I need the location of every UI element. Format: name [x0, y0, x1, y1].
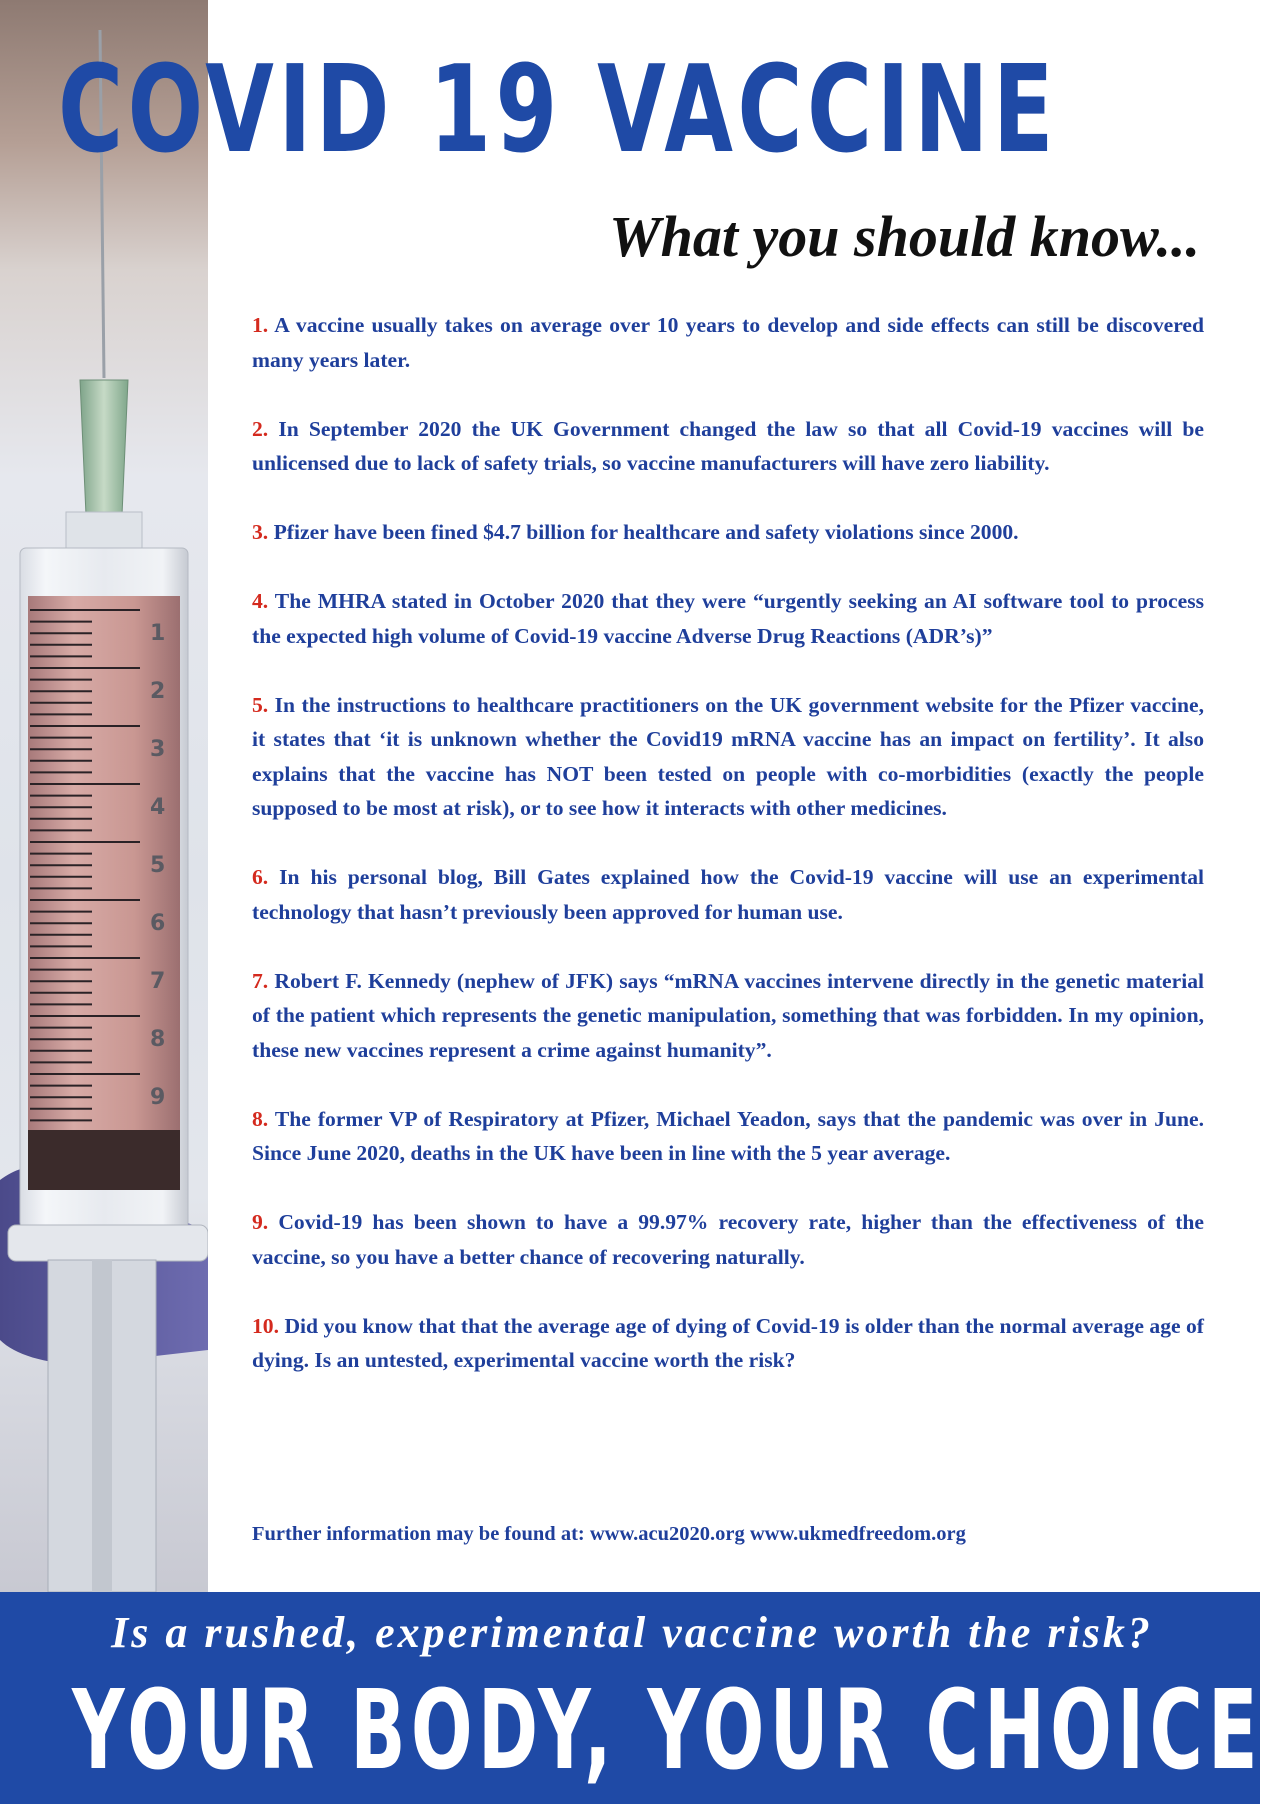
- fact-item: [252, 515, 1204, 550]
- fact-number: 4.: [252, 589, 269, 613]
- syringe-scale-label: 8: [150, 1027, 166, 1052]
- fact-text: Pfizer have been fined $4.7 billion for healthcare and safety violations since 2000.: [273, 520, 1019, 544]
- fact-text: A vaccine usually takes on average over 10 years to develop and side effects can still be discovered many years later.: [252, 313, 1204, 372]
- fact-item: [252, 688, 1204, 826]
- syringe-scale-label: 5: [150, 853, 166, 878]
- fact-item: [252, 412, 1204, 481]
- syringe-scale-label: 7: [150, 969, 166, 994]
- syringe-scale-label: 3: [150, 737, 166, 762]
- poster-subtitle: What you should know...: [609, 204, 1200, 269]
- syringe-illustration: [0, 0, 208, 1592]
- fact-item: [252, 308, 1204, 377]
- fact-item: [252, 1205, 1204, 1274]
- banner-slogan: YOUR BODY, YOUR CHOICE: [72, 1666, 1263, 1794]
- syringe-scale-label: 4: [150, 795, 166, 820]
- fact-number: 10.: [252, 1313, 279, 1338]
- fact-item: [252, 1309, 1204, 1378]
- syringe-scale-label: 6: [150, 911, 166, 936]
- fact-number: 5.: [252, 692, 269, 717]
- fact-item: [252, 1102, 1204, 1171]
- poster-title: COVID 19 VACCINE: [58, 41, 1058, 180]
- fact-number: 3.: [252, 520, 269, 544]
- syringe-scale-label: 1: [150, 621, 166, 646]
- syringe-scale-label: 2: [150, 679, 166, 704]
- fact-item: [252, 964, 1204, 1068]
- syringe-scale-label: 9: [150, 1085, 166, 1110]
- syringe-photo: [0, 0, 208, 1592]
- fact-text: In his personal blog, Bill Gates explained how the Covid-19 vaccine will use an experimental technology that hasn’t previously been approved for human use.: [252, 865, 1204, 924]
- fact-number: 6.: [252, 865, 269, 889]
- fact-text: In the instructions to healthcare practitioners on the UK government website for the Pfizer vaccine, it states that ‘it is unknown whether the Covid19 mRNA vaccine has an impact on fertility’. It also explains that the vaccine has NOT been tested on people with co-morbidities (exactly the people supposed to be most at risk), or to see how it interacts with other medicines.: [252, 692, 1204, 820]
- fact-text: In September 2020 the UK Government changed the law so that all Covid-19 vaccines will be unlicensed due to lack of safety trials, so vaccine manufacturers will have zero liability.: [252, 416, 1204, 475]
- banner-tagline: Is a rushed, experimental vaccine worth the risk?: [111, 1608, 1153, 1657]
- fact-text: Robert F. Kennedy (nephew of JFK) says “mRNA vaccines intervene directly in the genetic material of the patient which represents the genetic manipulation, something that was forbidden. In my opinion, these new vaccines represent a crime against humanity”.: [252, 968, 1204, 1062]
- fact-text: Covid-19 has been shown to have a 99.97% recovery rate, higher than the effectiveness of the vaccine, so you have a better chance of recovering naturally.: [252, 1210, 1204, 1269]
- fact-text: Did you know that that the average age of dying of Covid-19 is older than the normal average age of dying. Is an untested, experimental vaccine worth the risk?: [252, 1313, 1204, 1372]
- further-info: Further information may be found at: www.acu2020.org www.ukmedfreedom.org: [252, 1523, 966, 1545]
- fact-item: [252, 860, 1204, 929]
- fact-number: 8.: [252, 1106, 269, 1131]
- fact-number: 2.: [252, 416, 269, 441]
- facts-list: [252, 308, 1204, 1412]
- fact-number: 1.: [252, 313, 269, 337]
- fact-text: The MHRA stated in October 2020 that they were “urgently seeking an AI software tool to process the expected high volume of Covid-19 vaccine Adverse Drug Reactions (ADR’s)”: [252, 589, 1204, 648]
- fact-number: 7.: [252, 968, 269, 993]
- fact-text: The former VP of Respiratory at Pfizer, Michael Yeadon, says that the pandemic was over in June. Since June 2020, deaths in the UK have been in line with the 5 year average.: [252, 1106, 1204, 1165]
- fact-number: 9.: [252, 1210, 269, 1234]
- fact-item: [252, 584, 1204, 653]
